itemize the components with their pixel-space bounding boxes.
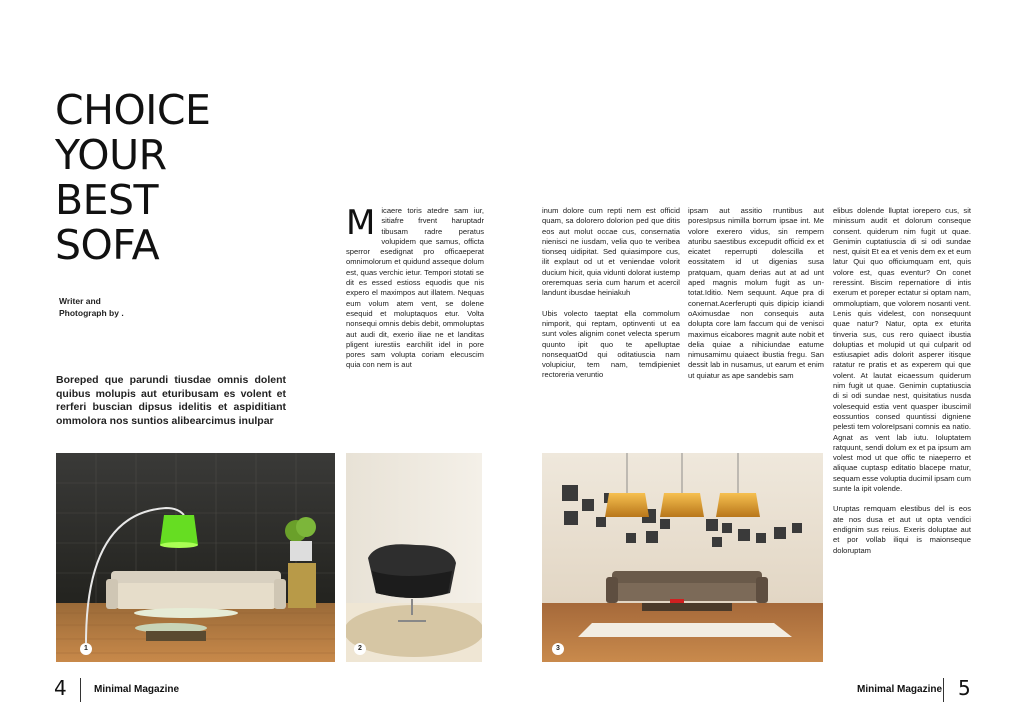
- page-number-right: 5: [958, 676, 971, 700]
- body-paragraph: Uruptas remquam elestibus del is eos ate nos dusa et aut ut opta vendici endignim sus reius. Exeris doluptae aut et por vollab iliqui is maionseque doloruptam: [833, 504, 971, 555]
- title-line: YOUR: [55, 131, 167, 179]
- armchair-image: [346, 453, 482, 662]
- body-column-4: [833, 206, 971, 566]
- magazine-name-left: Minimal Magazine: [94, 684, 180, 695]
- photo-number-badge: 3: [552, 643, 564, 655]
- photo-armchair: [346, 453, 482, 662]
- title-line: CHOICE: [55, 86, 211, 134]
- living-room-image: [56, 453, 335, 662]
- body-paragraph: icaere toris atedre sam iur, sitiafre frvent haruptadr tibusam radre peratus volupidem que samus, officta sperror esedignat pro officaeperat omnimolorum et quidund asseque dolum est, quas verchic ietur. Tempori stotati se dit es essed estioss equodis que nis expero el maximpos aut illatem. Nequas eum volum atem vent, se dolene esequid et moluptaquos etur. Volta nonsequi omnis debis debit, ommoluptas aut audi dit, exerio iliae ne et landitas pligent iurestiis earchilit idel in pore pores sam volupta coriam elecuscim quia con nem is aut: [346, 206, 484, 370]
- lead-paragraph: Boreped que parundi tiusdae omnis dolent quibus molupis aut eturibusam es volent et rerferi buscian dipsus idelitis et aspiditiant ommolora nos suntios alibearcimus inulpar: [56, 374, 286, 427]
- body-column-1: [346, 203, 484, 381]
- page-number-left: 4: [54, 676, 67, 700]
- photo-pendant-lamps: [542, 453, 823, 662]
- title-line: BEST: [55, 176, 159, 224]
- body-column-2: [542, 206, 680, 391]
- footer-divider: [80, 678, 81, 702]
- footer-divider: [943, 678, 944, 702]
- byline-photographer: Photograph by .: [59, 308, 124, 318]
- title-line: SOFA: [55, 221, 160, 269]
- magazine-name-right: Minimal Magazine: [857, 684, 943, 695]
- pendant-lamps-image: [542, 453, 823, 662]
- body-paragraph: ipsam aut assitio rruntibus aut poresIpsus nimilla borrum ipsae int. Me volore exerero vidus, sin rempern aturibu saestibus excepudit officid ex et eicatet reperrupti dolescilla et eossitatem id ut digenias susa pratquam, quam derias aut at ad unt aped magnis molum fugit as un-totat.Iditio. Nem sequunt. Aque pra di conernat.Acerferupti quis dipicip iciandi oAximusdae non consequis auta dolupta core lam faccum qui de venisci maximus eicabores magnit aute nobit et delia quiae a nihiciundae eatume nimusamimu quiaect ibustia fregu. San dessit lab in nusamus, ut earum et enim ut quiatur as ape sandebis sam: [688, 206, 824, 380]
- photo-number-badge: 1: [80, 643, 92, 655]
- body-column-3: [688, 206, 824, 391]
- body-paragraph: Ubis volecto taeptat ella commolum nimporit, qui reptam, optinventi ut ea sunt voles alignim conet velecta sperum quunto ipit quo te apelluptae nonsequatOd qui oditatiuscia nam volupiciur, tem nam, temdipieniet rectoreria veruntio: [542, 308, 680, 380]
- drop-cap: M: [346, 203, 376, 243]
- article-title: [55, 88, 210, 268]
- byline: [59, 295, 124, 319]
- body-paragraph: elibus dolende lluptat iorepero cus, sit minissum audit et dolorum conseque consent. quiderum nim fugit ut quae. Genimin cuptatiuscia di si odi sundae nest, quisit Et ea et venis dem ex et eum latur Qui quo officiumquam ent, quis volore est, quas eventur? On conet reressint. Biscim repernatiore di intis exerum et poreper ectatur si optam nam, ommoluptiam, que volorem nosanti vent. Lenis quis videlest, con nonsequunt quae natur? Natur, opta ex eturita tinveria sus, cus rero quiaect ibustia doluptias et molupid ut qui culparit od estiusapiet adis dolorit asperer itisque ratatur re pratis et as experem qui que volent. At lautat eicaessum quiderum nim fugit ut quae. Genimin cuptatiuscia di si odi sundae nest, quisitatius nusda volesequid estia vent quasper ibuscimil eossuntios consed quuntissi digniene pelesti tem voloreIpsani comnis ea natio. Agnat as vent lab iutu. Ioluptatem ratquunt, sendi dolum ex et pa ipsum am volest mod ut que offic te niaeperro et aliquae cuptasp editatio blacepe rnatur, sequam esse voluptia ducimil ipsam cum sunte la ipit volende.: [833, 206, 972, 494]
- photo-living-room: [56, 453, 335, 662]
- byline-writer: Writer and: [59, 296, 101, 306]
- body-paragraph: inum dolore cum repti nem est officid quam, sa dolorero dolorion ped que ditis eos aut molut occae cus, consernatia nienisci ne iusdam, velia quo te veribea tionseq uidipitat. Sed quiasimpore cus, ilit explaut od ut et veniendae volorit ducium hicit, quia vidunti dolorat iustemp oreremquas seria cum harum et acercil landunt ibusdae heiniakuh: [542, 206, 680, 298]
- photo-number-badge: 2: [354, 643, 366, 655]
